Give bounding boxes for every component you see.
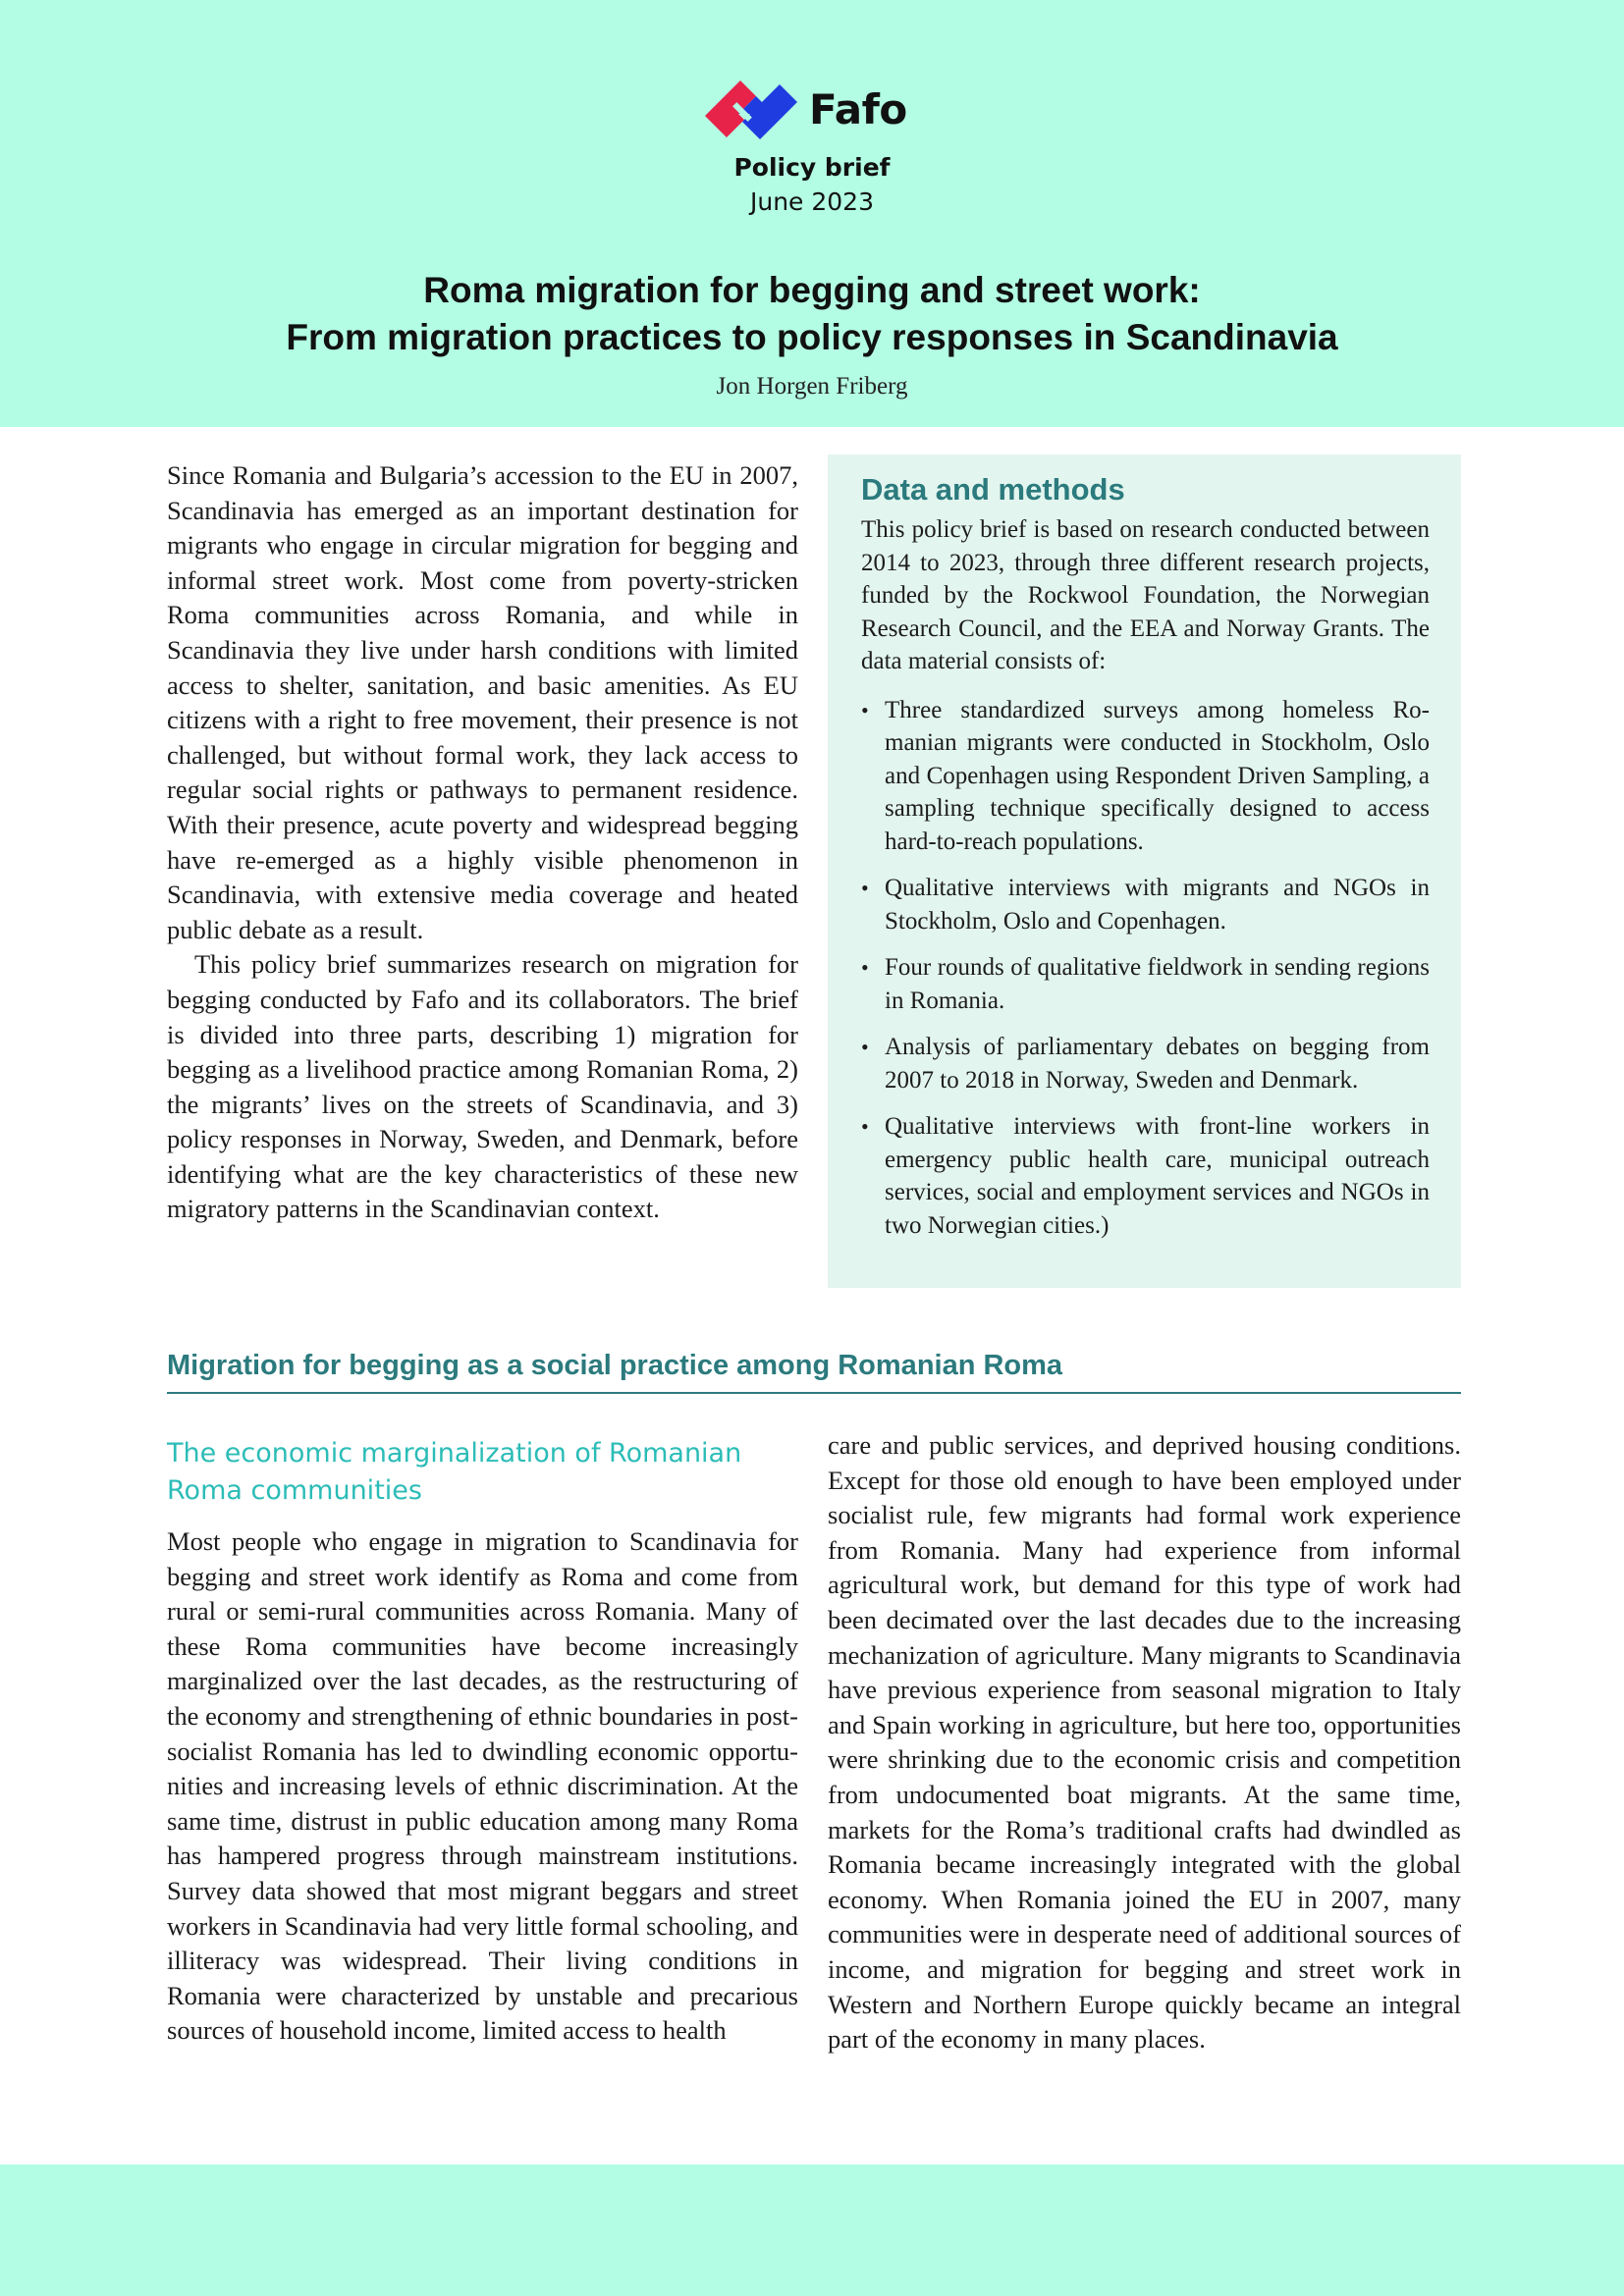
logo-wordmark: Fafo: [809, 84, 907, 133]
section-column-right: care and public services, and deprived housing conditions. Except for those old enough to have been employed under socialist rule, few migrants had formal work experience from Romania. Many had experience from informal agricultural work, but demand for this type of work had been decimated over the last decades due to the increasing mechanization of agriculture. Many migrants to Scandinavia have previous experience from seasonal migration to Italy and Spain working in agriculture, but here too, opportunities were shrinking due to the economic crisis and competition from undocumented boat migrants. At the same time, markets for the Roma’s traditional crafts had dwindled as Romania became increasingly integrated with the global economy. When Romania joined the EU in 2007, many communities were in desperate need of additional sources of income, and migration for begging and street work in Western and Northern Europe quickly became an integral part of the economy in many places.: [828, 1430, 1461, 2055]
subsection-heading: The economic marginalization of Romanian Roma communities: [167, 1438, 742, 1506]
box-title: Data and methods: [861, 472, 1125, 507]
title-line-1: Roma migration for begging and street work:: [423, 270, 1201, 310]
data-and-methods-box: [828, 454, 1461, 1288]
section-heading: Migration for begging as a social practice among Romanian Roma: [167, 1350, 1461, 1394]
bullet-icon: •: [861, 697, 869, 722]
box-intro: This policy brief is based on research conducted between 2014 to 2023, through three different research projects, funded by the Rockwool Foundation, the Norwegian Research Council, and the EEA and Norway Grants. The data material consists of:: [861, 516, 1430, 674]
footer-band: [0, 2164, 1624, 2296]
title-line-2: From migration practices to policy responses in Scandinavia: [286, 317, 1338, 357]
publication-date: June 2023: [749, 187, 874, 216]
bullet-icon: •: [861, 876, 869, 900]
bullet-icon: •: [861, 1035, 869, 1059]
methods-list: [861, 694, 1430, 1243]
author-name: Jon Horgen Friberg: [716, 373, 908, 400]
list-item: • Analysis of parliamentary debates on begging from 2007 to 2018 in Norway, Sweden and Denmark.: [861, 1031, 1430, 1096]
section-column-left: Most people who engage in migration to Scandinavia for begging and street work identify as Roma and come from rural or semi-rural communities across Romania. Many of these Roma communities have become increasingly marginalized over the last decades, as the restructuring of the economy and strengthening of ethnic boundaries in post-socialist Romania has led to dwindling economic opportunities and increasing levels of ethnic discrimination. At the same time, distrust in public education among many Roma has hampered progress through mainstream institutions. Survey data showed that most migrant beggars and street workers in Scandinavia had very little formal schooling, and illiteracy was widespread. Their living conditions in Romania were characterized by unstable and precarious sources of household income, limited access to health: [167, 1526, 798, 2046]
list-item: • Four rounds of qualitative fieldwork in sending regions in Romania.: [861, 951, 1430, 1017]
document-title: [0, 267, 1624, 361]
list-item: • Qualitative interviews with migrants and NGOs in Stockholm, Oslo and Copenhagen.: [861, 872, 1430, 937]
bullet-icon: •: [861, 1114, 869, 1139]
fafo-logo: [705, 77, 907, 141]
list-item: • Qualitative interviews with front-line workers in emergency public health care, municipal outreach services, social and employment services and NGOs in two Norwegian cities.): [861, 1110, 1430, 1242]
intro-paragraph: Since Romania and Bulgaria’s accession to the EU in 2007, Scandinavia has emerged as an important destination for migrants who engage in circular migration for begging and informal street work. Most come from poverty-stricken Roma communities across Romania, and while in Scandinavia they live under harsh conditions with limited access to shelter, sanitation, and basic amenities. As EU citizens with a right to free movement, their presence is not challenged, but without formal work, they lack access to regular social rights or pathways to permanent residence. With their presence, acute poverty and widespread begging have re-emerged as a highly visible phenomenon in Scandinavia, with extensive media coverage and heated public debate as a result.: [167, 460, 798, 944]
fafo-logo-icon: [705, 77, 799, 141]
intro-text: [167, 458, 798, 1227]
bullet-icon: •: [861, 955, 869, 980]
intro-paragraph: This policy brief summarizes research on migration for begging conducted by Fafo and its collaborators. The brief is divided into three parts, describing 1) migration for begging as a livelihood practice among Romanian Roma, 2) the migrants’ lives on the streets of Scandinavia, and 3) policy responses in Norway, Sweden, and Denmark, before identifying what are the key characteristics of these new migratory patterns in the Scandinavian context.: [167, 949, 798, 1224]
document-type: Policy brief: [733, 153, 891, 182]
list-item: • Three standardized surveys among homeless Romanian migrants were conducted in Stockholm, Oslo and Copenhagen using Respondent Driven Sampling, a sampling technique specifically designed to access hard-to-reach populations.: [861, 694, 1430, 859]
